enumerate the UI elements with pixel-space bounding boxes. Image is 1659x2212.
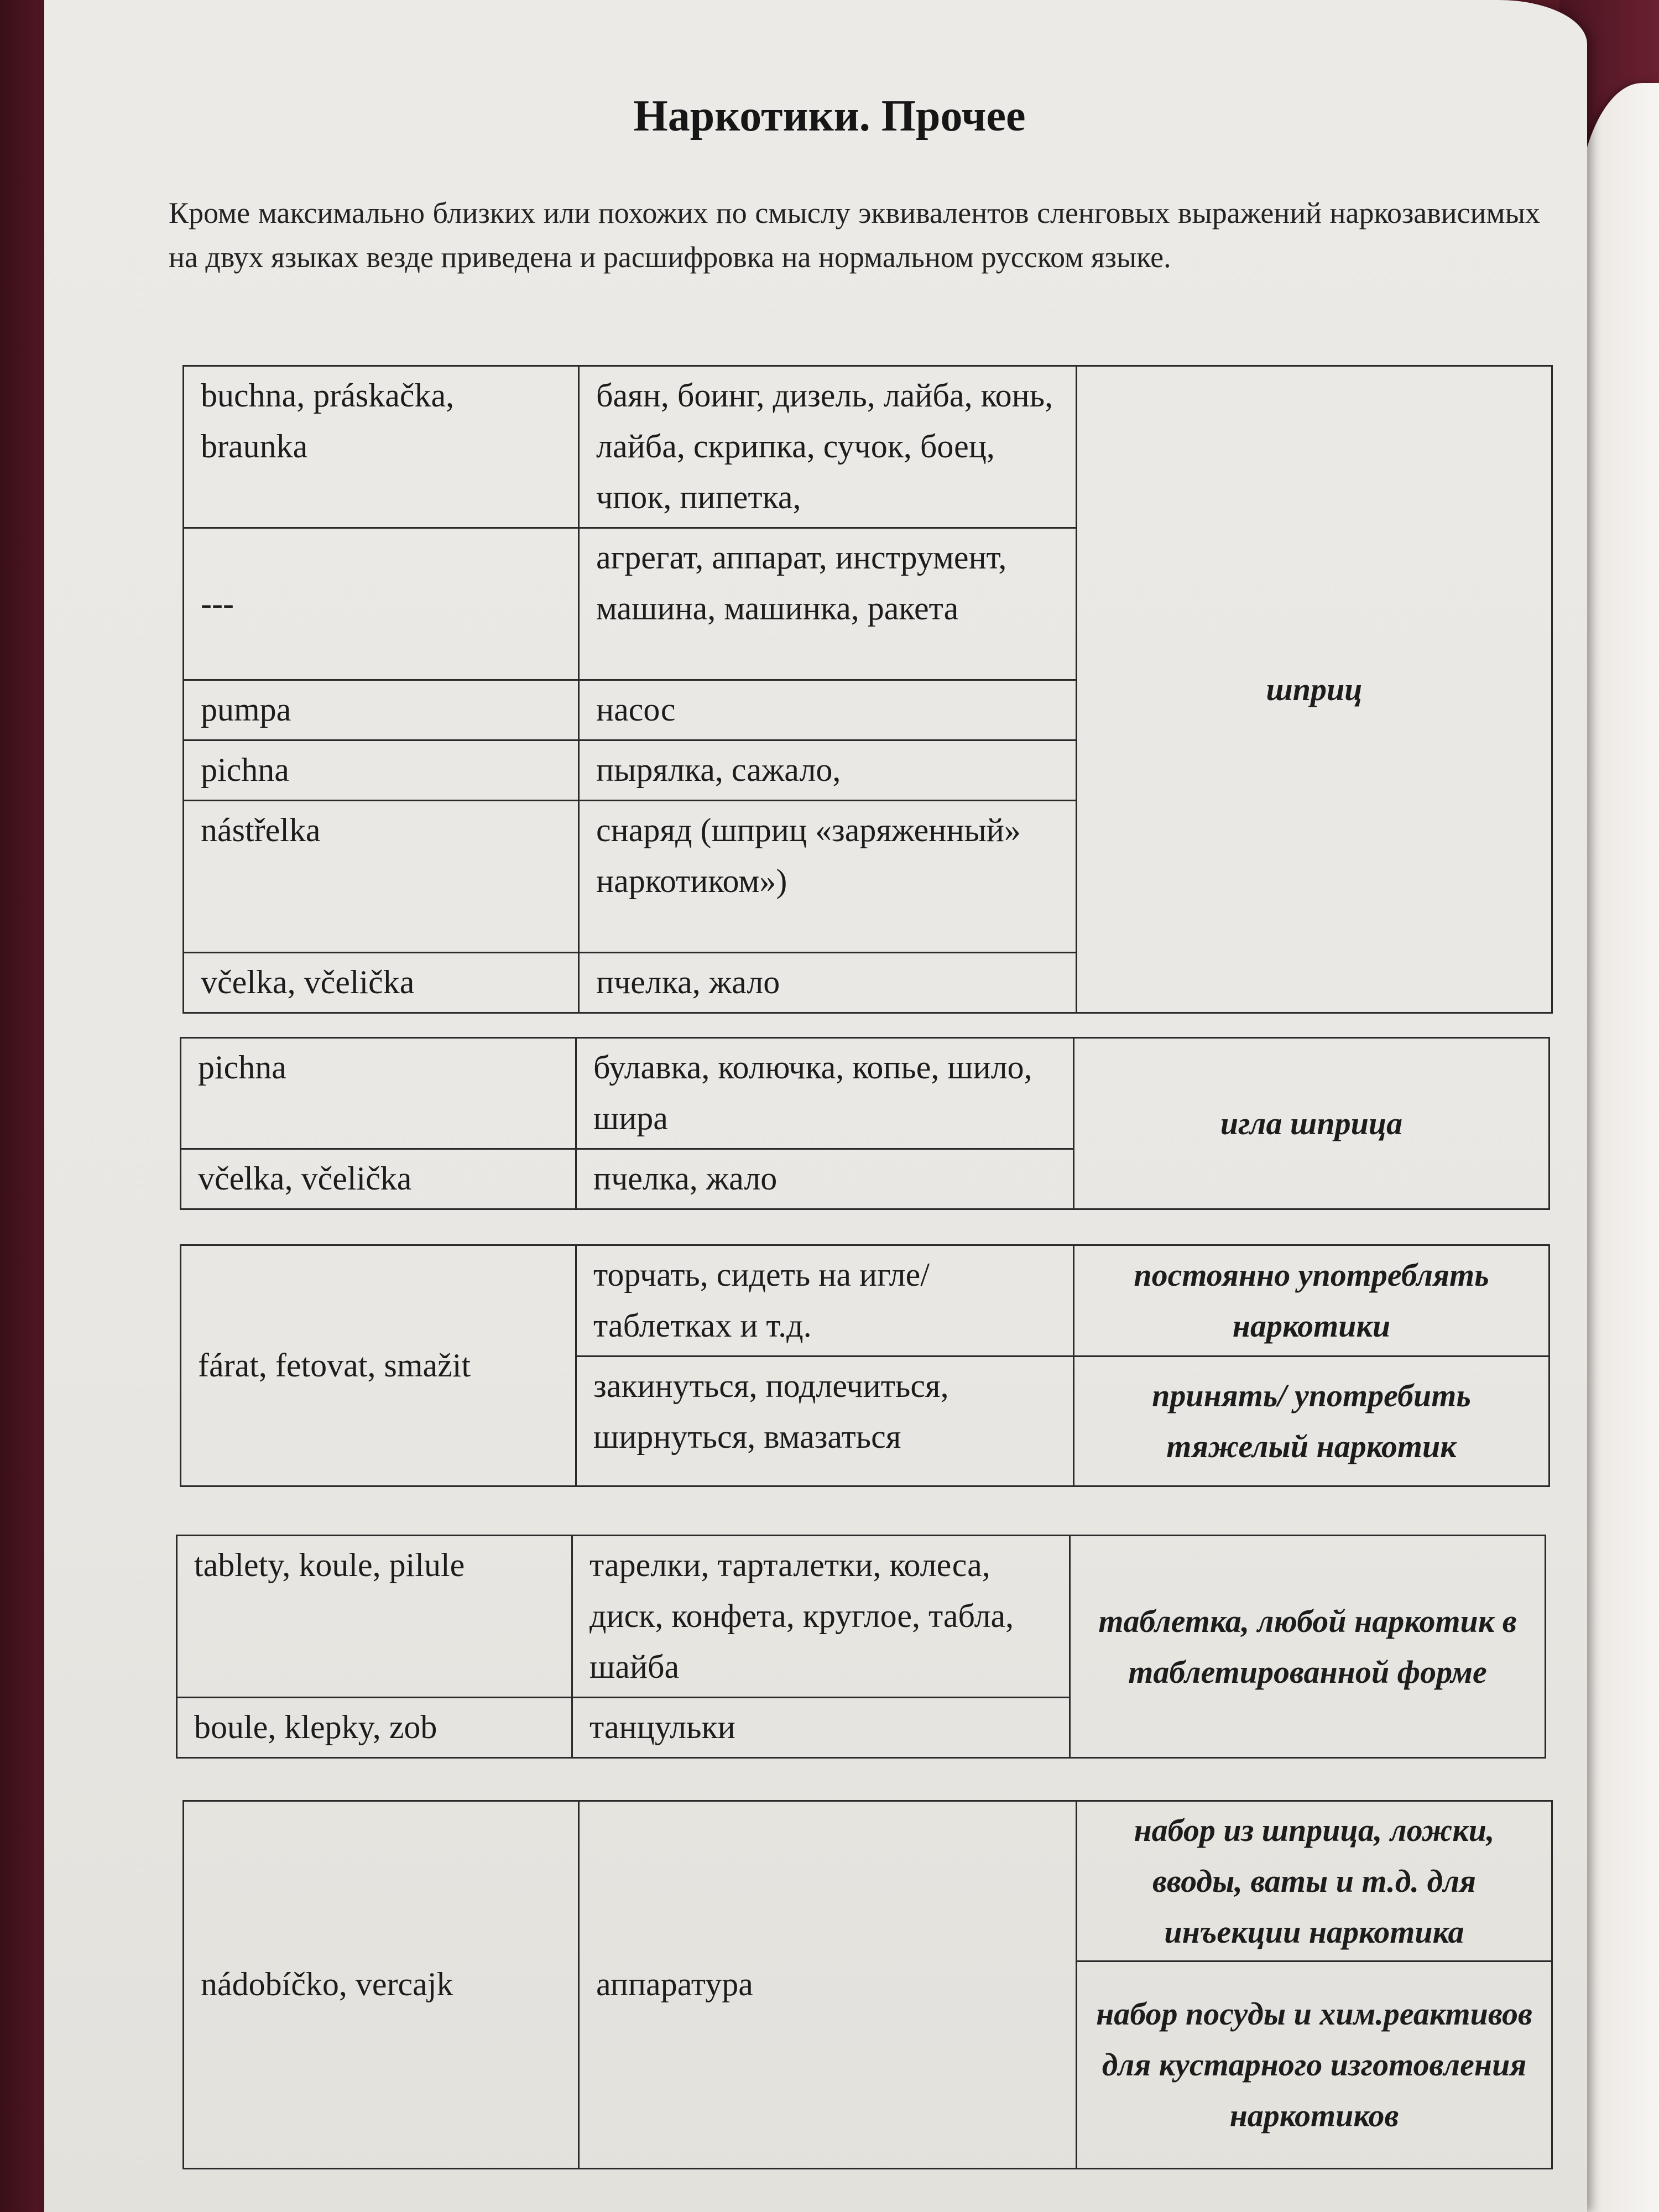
glossary-table-tablet bbox=[176, 1535, 1546, 1759]
glossary-table-equipment bbox=[182, 1800, 1553, 2169]
czech-term: včelka, včelička bbox=[181, 1149, 576, 1209]
intro-paragraph: Кроме максимально близких или похожих по смыслу эквивалентов сленговых выражений наркозависимых на двух языках везде приведена и расшифровка на нормальном русском языке. bbox=[169, 196, 1540, 274]
next-page-edge bbox=[1576, 83, 1659, 2212]
russian-slang: пырялка, сажало, bbox=[579, 740, 1077, 801]
meaning-cell: шприц bbox=[1077, 366, 1552, 1013]
russian-slang: аппаратура bbox=[579, 1801, 1077, 2169]
czech-term: pumpa bbox=[184, 680, 579, 740]
czech-term: nástřelka bbox=[184, 801, 579, 953]
russian-slang: снаряд (шприц «заряженный» наркотиком») bbox=[579, 801, 1077, 953]
meaning-cell: постоянно употреблять наркотики bbox=[1074, 1245, 1550, 1357]
czech-term: pichna bbox=[184, 740, 579, 801]
glossary-table-needle bbox=[180, 1037, 1550, 1210]
page-title: Наркотики. Прочее bbox=[633, 92, 1026, 140]
glossary-table-syringe bbox=[182, 365, 1553, 1014]
meaning-cell: принять/ употребить тяжелый наркотик bbox=[1074, 1357, 1550, 1486]
russian-slang: тарелки, тарталетки, колеса, диск, конфета, круглое, табла, шайба bbox=[572, 1536, 1070, 1698]
russian-slang: баян, боинг, дизель, лайба, конь, лайба, скрипка, сучок, боец, чпок, пипетка, bbox=[579, 366, 1077, 528]
czech-term: tablety, koule, pilule bbox=[177, 1536, 572, 1698]
russian-slang: агрегат, аппарат, инструмент, машина, машинка, ракета bbox=[579, 528, 1077, 680]
meaning-cell: игла шприца bbox=[1074, 1038, 1550, 1209]
russian-slang: закинуться, подлечиться, ширнуться, вмазаться bbox=[576, 1357, 1074, 1486]
meaning-cell: набор посуды и хим.реактивов для кустарного изготовления наркотиков bbox=[1077, 1961, 1552, 2169]
czech-term: buchna, práskačka, braunka bbox=[184, 366, 579, 528]
czech-term: nádobíčko, vercajk bbox=[184, 1801, 579, 2169]
czech-term: fárat, fetovat, smažit bbox=[181, 1245, 576, 1486]
russian-slang: пчелка, жало bbox=[579, 953, 1077, 1013]
meaning-cell: таблетка, любой наркотик в таблетированной форме bbox=[1070, 1536, 1546, 1758]
czech-term: --- bbox=[184, 528, 579, 680]
russian-slang: насос bbox=[579, 680, 1077, 740]
czech-term: pichna bbox=[181, 1038, 576, 1149]
glossary-table-consume bbox=[180, 1244, 1550, 1487]
russian-slang: танцульки bbox=[572, 1698, 1070, 1758]
russian-slang: булавка, колючка, копье, шило, шира bbox=[576, 1038, 1074, 1149]
russian-slang: пчелка, жало bbox=[576, 1149, 1074, 1209]
czech-term: boule, klepky, zob bbox=[177, 1698, 572, 1758]
russian-slang: торчать, сидеть на игле/таблетках и т.д. bbox=[576, 1245, 1074, 1357]
czech-term: včelka, včelička bbox=[184, 953, 579, 1013]
meaning-cell: набор из шприца, ложки, вводы, ваты и т.д. для инъекции наркотика bbox=[1077, 1801, 1552, 1961]
